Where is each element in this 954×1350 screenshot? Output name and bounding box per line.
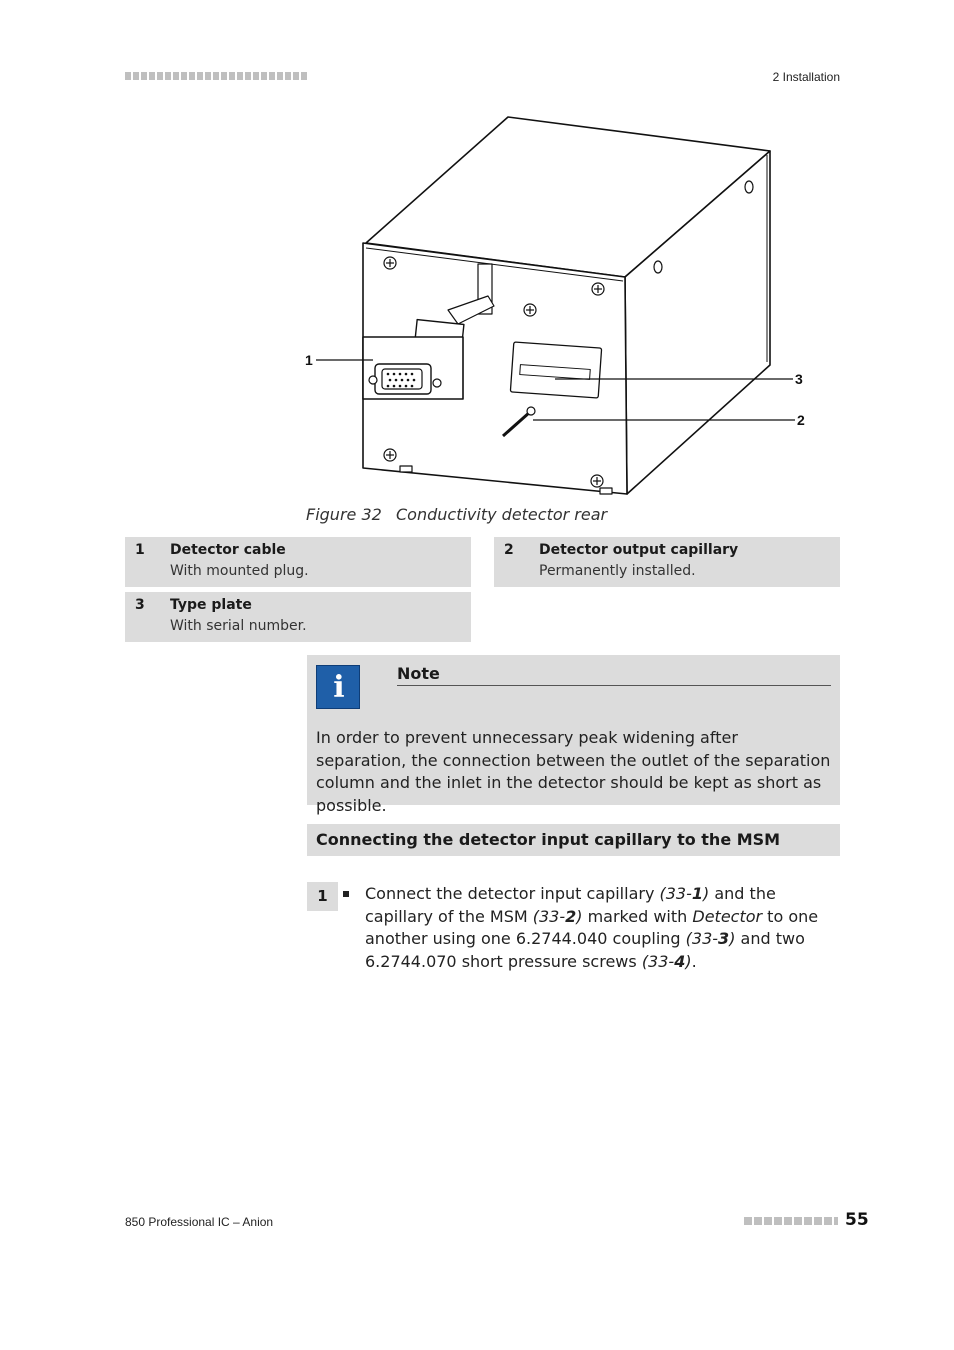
bullet-icon bbox=[343, 891, 349, 897]
legend-number: 1 bbox=[135, 542, 145, 558]
legend-item-3 bbox=[125, 592, 471, 642]
legend-title: Detector output capillary bbox=[539, 542, 739, 558]
legend-description: With serial number. bbox=[170, 618, 307, 634]
figure-caption bbox=[306, 505, 607, 524]
legend-item-1 bbox=[125, 537, 471, 587]
section-heading bbox=[307, 824, 840, 856]
note-divider bbox=[397, 685, 831, 686]
legend-number: 2 bbox=[504, 542, 514, 558]
legend-description: Permanently installed. bbox=[539, 563, 696, 579]
note-text: In order to prevent unnecessary peak widening after separation, the connection between the outlet of the separation column and the inlet in the detector should be kept as short as possible. bbox=[316, 728, 831, 815]
page-number: 55 bbox=[845, 1210, 869, 1230]
step-instruction: Connect the detector input capillary (33-1) and the capillary of the MSM (33-2) marked with Detector to one another using one 6.2744.040 coupling (33-3) and two 6.2744.070 short pressure screws (33-4). bbox=[365, 884, 819, 972]
callout-3: 3 bbox=[795, 371, 803, 387]
footer-product: 850 Professional IC – Anion bbox=[125, 1215, 274, 1229]
figure-conductivity-detector bbox=[300, 112, 820, 502]
note-title: Note bbox=[397, 664, 440, 683]
header-decoration bbox=[125, 72, 307, 80]
legend-title: Type plate bbox=[170, 597, 252, 613]
footer-decoration bbox=[744, 1217, 838, 1225]
legend-item-2 bbox=[494, 537, 840, 587]
figure-caption-title: Conductivity detector rear bbox=[396, 505, 608, 524]
callout-2: 2 bbox=[797, 412, 805, 428]
legend-title: Detector cable bbox=[170, 542, 286, 558]
callout-1: 1 bbox=[305, 352, 313, 368]
section-heading-text: Connecting the detector input capillary to the MSM bbox=[316, 830, 781, 849]
info-icon: i bbox=[316, 665, 360, 709]
legend-number: 3 bbox=[135, 597, 145, 613]
note-box bbox=[307, 655, 840, 815]
figure-caption-number: Figure 32 bbox=[306, 505, 382, 524]
legend-description: With mounted plug. bbox=[170, 563, 309, 579]
step-number: 1 bbox=[307, 882, 338, 911]
header-section-title: 2 Installation bbox=[772, 70, 840, 84]
